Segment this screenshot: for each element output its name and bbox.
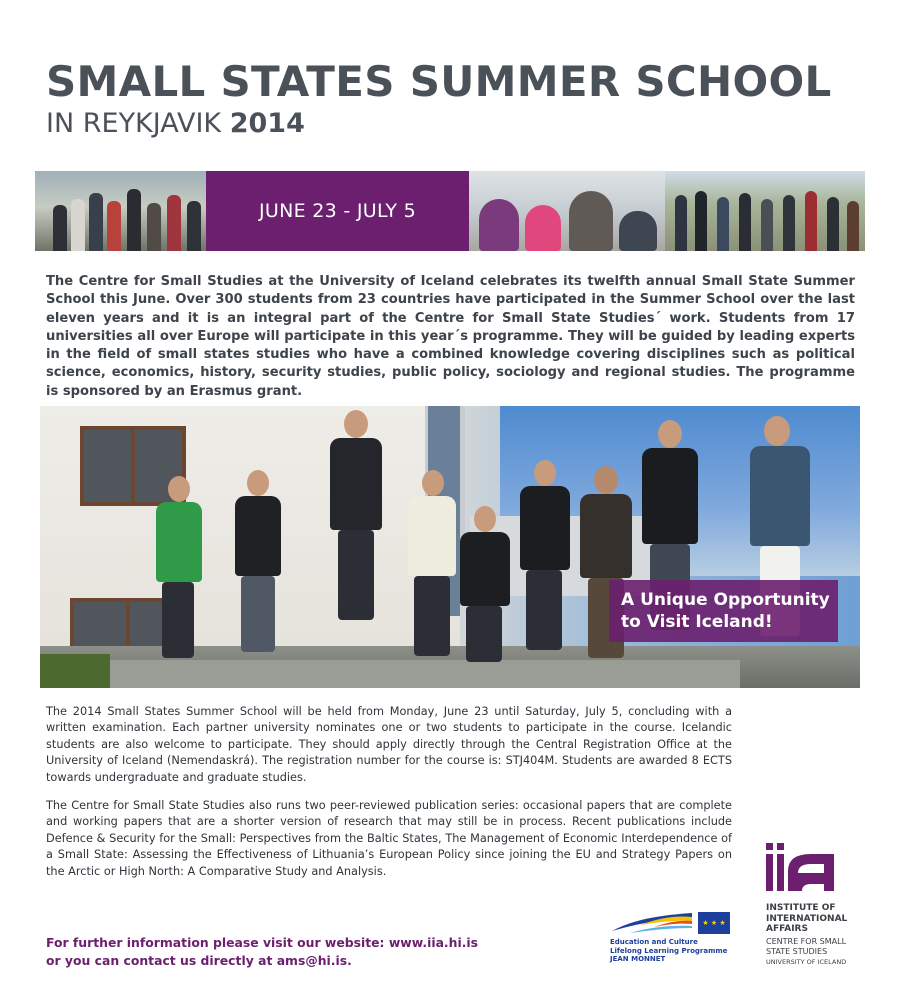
student-figure — [140, 476, 220, 666]
iia-line-5: STATE STUDIES — [766, 946, 828, 956]
banner-photo-classroom — [469, 171, 665, 251]
eu-logo-line-1: Education and Culture — [610, 938, 698, 946]
iia-line-6: UNIVERSITY OF ICELAND — [766, 957, 847, 966]
iia-logo-mark — [766, 843, 836, 893]
caption-line-2: to Visit Iceland! — [621, 612, 773, 632]
eu-flag-icon: ★ ★ ★ — [698, 912, 730, 934]
banner-strip — [35, 171, 865, 251]
iia-line-1: INSTITUTE OF — [766, 903, 836, 913]
page-subtitle — [46, 108, 305, 139]
banner-photo-walk — [665, 171, 865, 251]
subtitle-location: IN REYKJAVIK — [46, 108, 222, 139]
subtitle-year: 2014 — [229, 108, 305, 139]
email-line[interactable]: or you can contact us directly at ams@hi.is. — [46, 953, 352, 968]
contact-info — [46, 934, 478, 970]
page-title: SMALL STATES SUMMER SCHOOL — [46, 57, 832, 106]
intro-paragraph: The Centre for Small Studies at the University of Iceland celebrates its twelfth annual Small State Summer School this June. Over 300 students from 23 countries have participated in the Summer School over the last eleven years and it is an integral part of the Centre for Small State Studies´ work. Students from 17 universities all over Europe will participate in this year´s programme. They will be guided by leading experts in the field of small states studies who have a combined knowledge covering disciplines such as political science, economics, history, security studies, public policy, sociology and regional studies. The programme is sponsored by an Erasmus grant. — [46, 274, 855, 399]
iia-logo-text — [766, 903, 876, 967]
iia-line-2: INTERNATIONAL — [766, 913, 848, 924]
student-figure — [225, 470, 295, 660]
dates-badge: JUNE 23 - JULY 5 — [206, 171, 469, 251]
students-jumping-photo — [40, 406, 860, 688]
eu-logo-line-3: JEAN MONNET — [610, 955, 666, 963]
caption-line-1: A Unique Opportunity — [621, 590, 830, 610]
eu-lifelong-learning-logo — [610, 905, 730, 965]
details-paragraph: The 2014 Small States Summer School will be held from Monday, June 23 until Saturday, July 5, concluding with a written examination. Each partner university nominates one or two students to participate in the course. Icelandic students are also welcome to participate. They should apply directly through the Central Registration Office at the University of Iceland (Nemendaskrá). The registration number for the course is: STJ404M. Students are awarded 8 ECTS towards undergraduate and graduate studies. — [46, 705, 732, 784]
eu-logo-line-2: Lifelong Learning Programme — [610, 946, 728, 955]
banner-photo-group — [35, 171, 206, 251]
iia-line-4: CENTRE FOR SMALL — [766, 936, 847, 946]
iia-line-3: AFFAIRS — [766, 924, 808, 934]
swoosh-icon — [610, 909, 694, 935]
publications-paragraph: The Centre for Small State Studies also runs two peer-reviewed publication series: occasional papers that are complete and working papers that are a shorter version of research that may still be in process. Recent publications include Defence & Security for the Small: Perspectives from the Baltic States, The Management of Economic Interdependence of a Small State: Assessing the Effectiveness of Lithuania’s European Policy since joining the EU and Strategy Papers on the Arctic or High North: A Comparative Study and Analysis. — [46, 799, 732, 878]
photo-caption — [609, 580, 838, 642]
website-line[interactable]: For further information please visit our website: www.iia.hi.is — [46, 935, 479, 950]
student-figure — [310, 410, 400, 630]
